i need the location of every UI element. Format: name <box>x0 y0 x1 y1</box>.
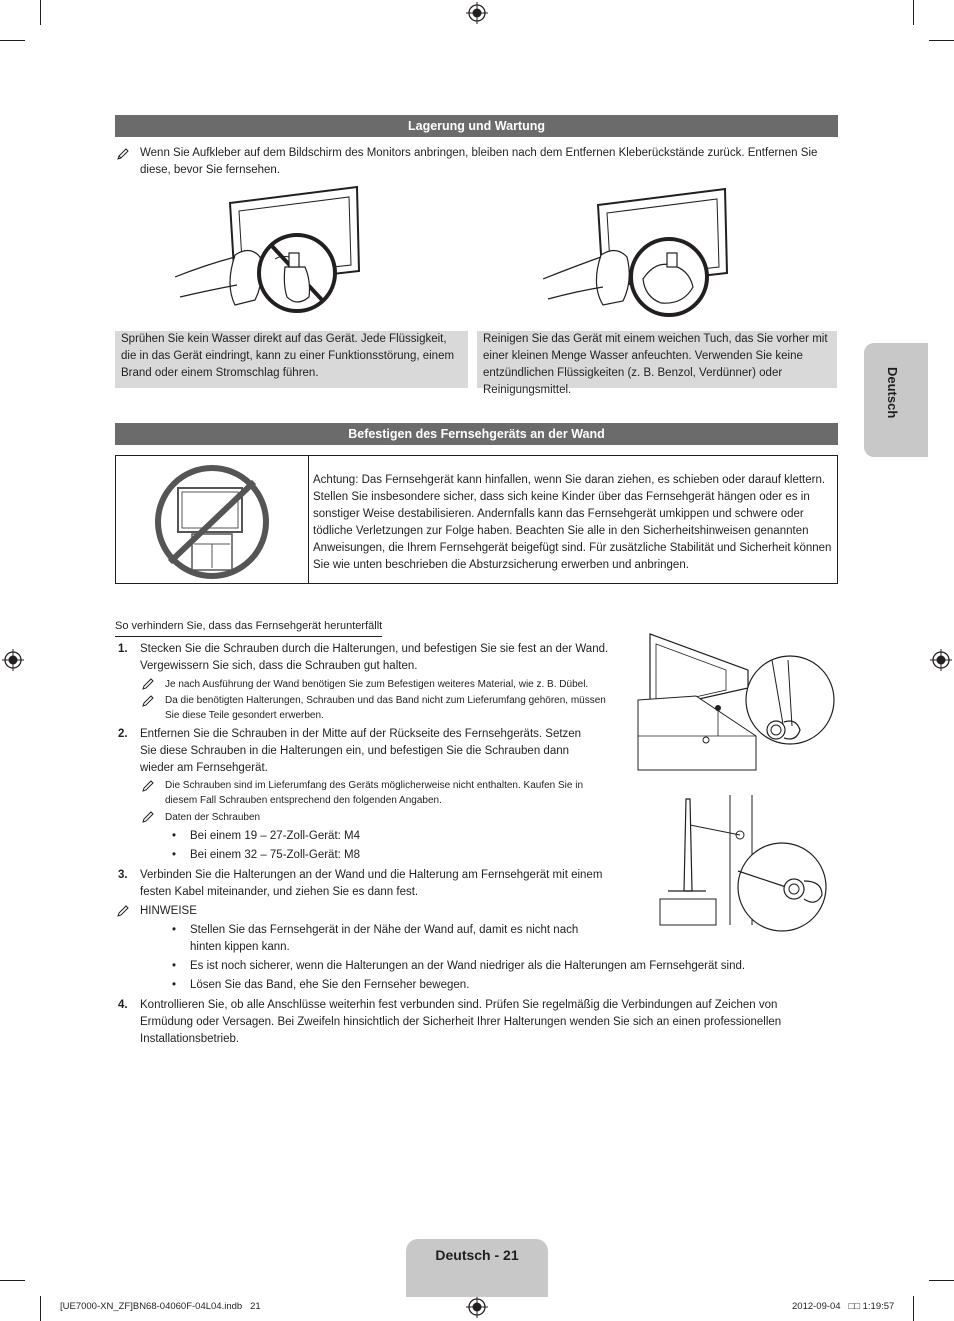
section-title-wall: Befestigen des Fernsehgeräts an der Wand <box>115 423 838 445</box>
footer-date: 2012-09-04 □□ 1:19:57 <box>792 1301 895 1312</box>
pencil-note-icon <box>141 810 155 824</box>
step-2-number: 2. <box>118 728 128 740</box>
prevent-heading: So verhindern Sie, dass das Fernsehgerät herunterfällt <box>115 618 382 637</box>
warning-divider <box>308 456 309 583</box>
crop-mark <box>913 1296 914 1321</box>
step-2-text: Entfernen Sie die Schrauben in der Mitte auf der Rückseite des Fernsehgeräts. Setzen Sie diese Schrauben in die Halterungen ein, und befestigen Sie die Schrauben dann wieder am Fernsehgerät. <box>140 728 582 774</box>
screw-spec-1: Bei einem 19 – 27-Zoll-Gerät: M4 <box>190 830 361 842</box>
bullet: • <box>172 979 177 991</box>
step-3-text: Verbinden Sie die Halterungen an der Wand und die Halterung am Fernsehgerät mit einem festen Kabel miteinander, und ziehen Sie es dann fest. <box>140 869 603 898</box>
hint-2: Es ist noch sicherer, wenn die Halterungen an der Wand niedriger als die Halterungen am Fernsehgerät sind. <box>190 960 746 972</box>
pencil-note-icon <box>116 147 130 161</box>
step-1-number: 1. <box>118 643 128 655</box>
bullet: • <box>172 924 177 936</box>
step-1-note-2: Da die benötigten Halterungen, Schrauben und das Band nicht zum Lieferumfang gehören, müssen Sie diese Teile gesondert erwerben. <box>165 695 606 721</box>
hint-1: Stellen Sie das Fernsehgerät in der Nähe der Wand auf, damit es nicht nach hinten kippen kann. <box>190 924 579 953</box>
hint-3: Lösen Sie das Band, ehe Sie den Fernseher bewegen. <box>190 979 470 991</box>
pencil-note-icon <box>141 779 155 793</box>
step-4-text: Kontrollieren Sie, ob alle Anschlüsse weiterhin fest verbunden sind. Prüfen Sie regelmäßig die Verbindungen auf Zeichen von Ermüdung oder Versagen. Bei Zweifeln hinsichtlich der Sicherheit Ihrer Halterungen wenden Sie sich an einen professionellen Installationsbetrieb. <box>140 999 782 1045</box>
bullet: • <box>172 960 177 972</box>
storage-note: Wenn Sie Aufkleber auf dem Bildschirm des Monitors anbringen, bleiben nach dem Entfernen Kleberückstände zurück. Entfernen Sie diese, bevor Sie fernsehen. <box>140 147 818 176</box>
tv-wall-cable-illustration <box>656 795 836 935</box>
tv-spray-illustration <box>175 185 365 320</box>
screw-spec-2: Bei einem 32 – 75-Zoll-Gerät: M8 <box>190 849 361 861</box>
step-3-number: 3. <box>118 869 128 881</box>
crop-mark <box>0 40 25 41</box>
crop-mark <box>40 0 41 25</box>
registration-mark-icon <box>2 649 24 671</box>
step-2-note-1: Die Schrauben sind im Lieferumfang des Geräts möglicherweise nicht enthalten. Kaufen Sie in diesem Fall Schrauben entsprechend den folgenden Angaben. <box>165 780 584 806</box>
page-label-tab <box>406 1239 548 1297</box>
crop-mark <box>913 0 914 25</box>
pencil-note-icon <box>116 904 130 918</box>
warning-text: Achtung: Das Fernsehgerät kann hinfallen, wenn Sie daran ziehen, es schieben oder darauf klettern. Stellen Sie insbesondere sicher, dass sich keine Kinder über das Fernsehgerät hängen oder es in sonstiger Weise destabilisieren. Andernfalls kann das Fernsehgerät umkippen und schwere oder tödliche Verletzungen zur Folge haben. Beachten Sie alle in den Sicherheitshinweisen genannten Anweisungen, die Ihrem Fernsehgerät beigefügt sind. Für zusätzliche Stabilität und Sicherheit können Sie wie unten beschrieben die Absturzsicherung erwerben und anbringen. <box>313 474 832 571</box>
crop-mark <box>0 1280 25 1281</box>
step-2-note-2: Daten der Schrauben <box>165 812 261 823</box>
bullet: • <box>172 830 177 842</box>
tv-bracket-illustration <box>636 630 836 775</box>
side-tab-label: Deutsch <box>885 367 900 419</box>
registration-mark-icon <box>930 649 952 671</box>
caption-soft-cloth: Reinigen Sie das Gerät mit einem weichen Tuch, das Sie vorher mit einer kleinen Menge Wasser anfeuchten. Verwenden Sie keine entzündlichen Flüssigkeiten (z. B. Benzol, Verdünner) oder Reinigungsmittel. <box>477 331 837 388</box>
crop-mark <box>929 40 954 41</box>
page-label: Deutsch - 21 <box>435 1247 519 1263</box>
warning-box <box>115 455 838 584</box>
step-1-note-1: Je nach Ausführung der Wand benötigen Sie zum Befestigen weiteres Material, wie z. B. Dübel. <box>165 679 589 690</box>
pencil-note-icon <box>141 677 155 691</box>
bullet: • <box>172 849 177 861</box>
section-title-storage: Lagerung und Wartung <box>115 115 838 137</box>
tv-cloth-illustration <box>543 187 733 322</box>
language-side-tab <box>864 343 928 457</box>
step-1-text: Stecken Sie die Schrauben durch die Halterungen, und befestigen Sie sie fest an der Wand. Vergewissern Sie sich, dass die Schrauben gut halten. <box>140 643 609 672</box>
pencil-note-icon <box>141 694 155 708</box>
caption-no-spray: Sprühen Sie kein Wasser direkt auf das Gerät. Jede Flüssigkeit, die in das Gerät eindringt, kann zu einer Funktionsstörung, einem Brand oder einem Stromschlag führen. <box>115 331 468 388</box>
step-4-number: 4. <box>118 999 128 1011</box>
crop-mark <box>929 1280 954 1281</box>
footer-file: [UE7000-XN_ZF]BN68-04060F-04L04.indb 21 <box>60 1301 261 1312</box>
crop-mark <box>40 1296 41 1321</box>
hints-label: HINWEISE <box>140 905 197 917</box>
no-climbing-tv-icon <box>154 464 270 580</box>
registration-mark-icon <box>466 2 488 24</box>
registration-mark-icon <box>466 1296 488 1318</box>
